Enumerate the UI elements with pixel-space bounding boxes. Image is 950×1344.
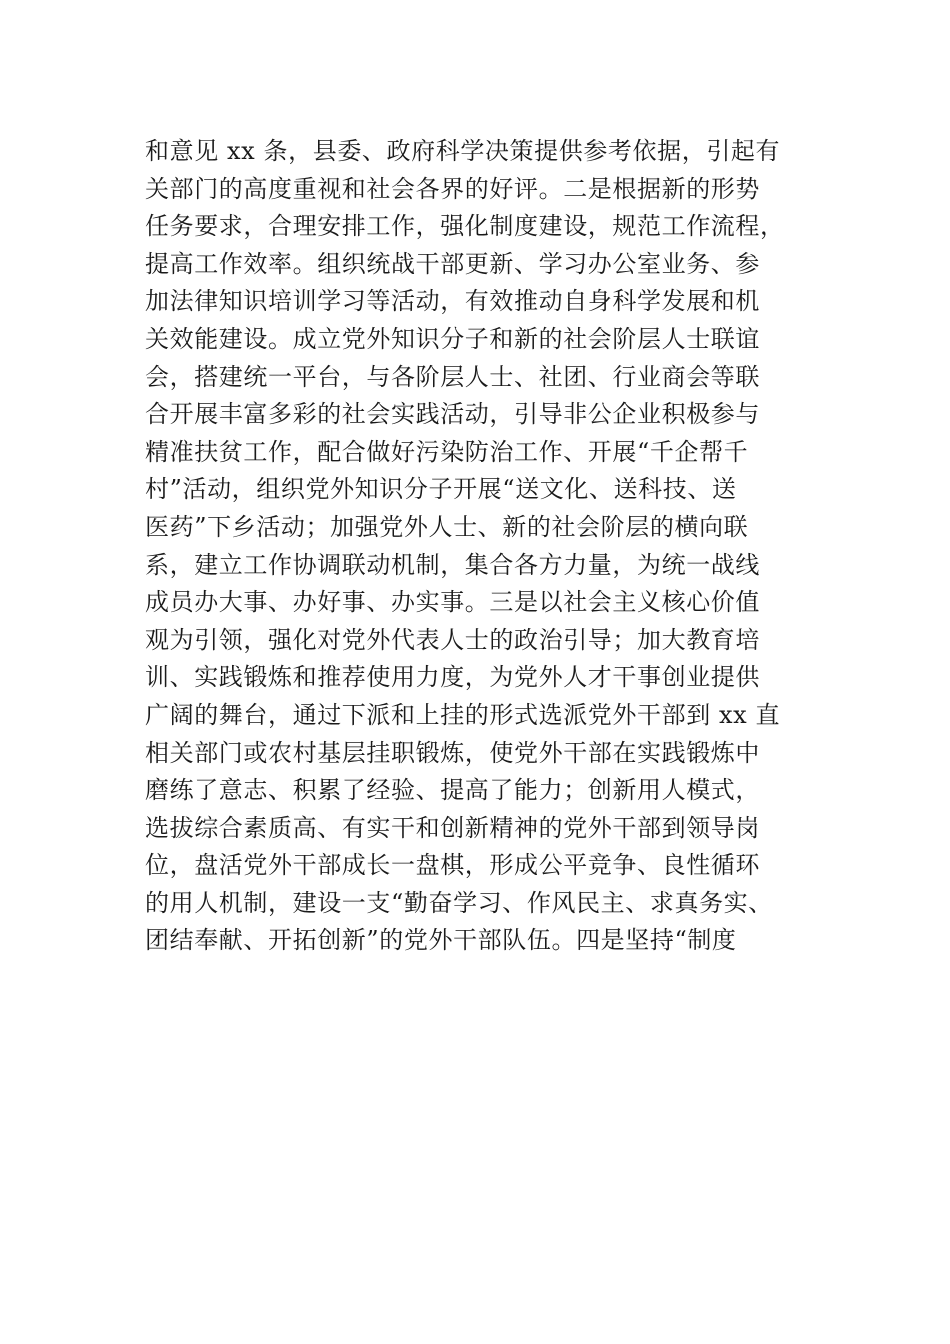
- text-line: 选拔综合素质高、有实干和创新精神的党外干部到领导岗: [145, 813, 760, 842]
- text-line: 的用人机制，建设一支“勤奋学习、作风民主、求真务实、: [145, 888, 773, 917]
- text-line: 广阔的舞台，通过下派和上挂的形式选派党外干部到 xx 直: [145, 700, 781, 729]
- text-line: 观为引领，强化对党外代表人士的政治引导；加大教育培: [145, 625, 760, 654]
- text-line: 合开展丰富多彩的社会实践活动，引导非公企业积极参与: [145, 400, 760, 429]
- text-line: 加法律知识培训学习等活动，有效推动自身科学发展和机: [145, 287, 760, 316]
- text-line: 会，搭建统一平台，与各阶层人士、社团、行业商会等联: [145, 362, 760, 391]
- text-line: 位，盘活党外干部成长一盘棋，形成公平竞争、良性循环: [145, 851, 760, 880]
- text-line: 提高工作效率。组织统战干部更新、学习办公室业务、参: [145, 249, 760, 278]
- body-paragraph: [145, 133, 805, 960]
- text-line: 相关部门或农村基层挂职锻炼，使党外干部在实践锻炼中: [145, 738, 760, 767]
- text-line: 系，建立工作协调联动机制，集合各方力量，为统一战线: [145, 550, 760, 579]
- text-line: 医药”下乡活动；加强党外人士、新的社会阶层的横向联: [145, 512, 749, 541]
- text-line: 团结奉献、开拓创新”的党外干部队伍。四是坚持“制度: [145, 926, 737, 955]
- text-line: 关效能建设。成立党外知识分子和新的社会阶层人士联谊: [145, 324, 760, 353]
- text-line: 训、实践锻炼和推荐使用力度，为党外人才干事创业提供: [145, 663, 760, 692]
- text-line: 关部门的高度重视和社会各界的好评。二是根据新的形势: [145, 174, 760, 203]
- text-line: 精准扶贫工作，配合做好污染防治工作、开展“千企帮千: [145, 437, 749, 466]
- text-line: 村”活动，组织党外知识分子开展“送文化、送科技、送: [145, 475, 737, 504]
- text-line: 磨练了意志、积累了经验、提高了能力；创新用人模式，: [145, 776, 760, 805]
- text-line: 任务要求，合理安排工作，强化制度建设，规范工作流程，: [145, 212, 785, 241]
- text-line: 成员办大事、办好事、办实事。三是以社会主义核心价值: [145, 588, 760, 617]
- text-line: 和意见 xx 条，县委、政府科学决策提供参考依据，引起有: [145, 137, 781, 165]
